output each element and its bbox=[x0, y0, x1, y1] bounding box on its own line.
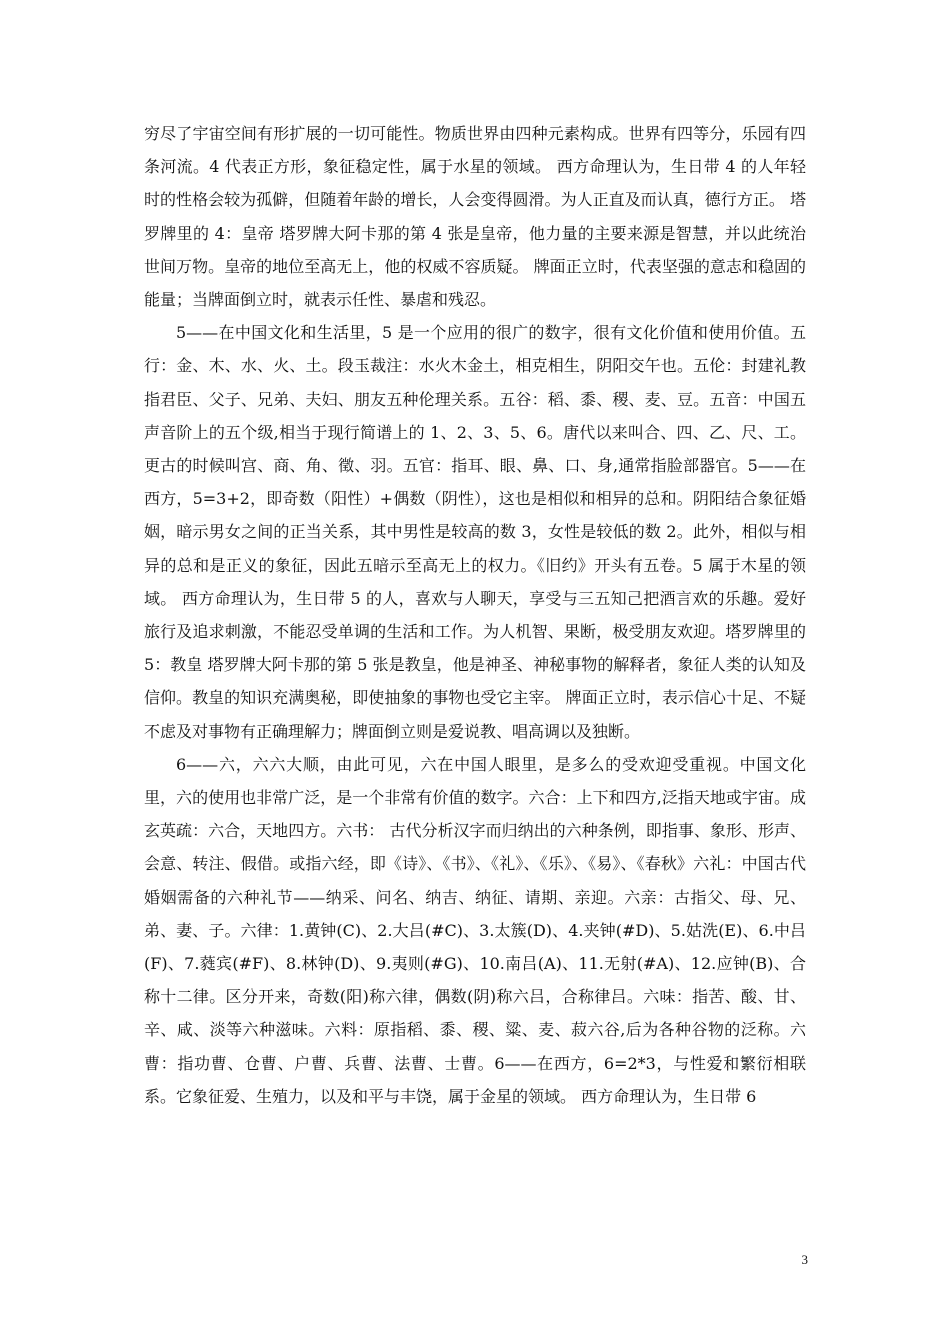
document-body bbox=[144, 117, 806, 1113]
page-number: 3 bbox=[801, 1252, 808, 1267]
paragraph-number-four-continued: 穷尽了宇宙空间有形扩展的一切可能性。物质世界由四种元素构成。世界有四等分，乐园有四条河流。4 代表正方形，象征稳定性，属于水星的领域。 西方命理认为，生日带 4 的人年轻时的性格会较为孤僻，但随着年龄的增长，人会变得圆滑。为人正直及而认真，德行方正。 塔罗牌里的 4：皇帝 塔罗牌大阿卡那的第 4 张是皇帝，他力量的主要来源是智慧，并以此统治世间万物。皇帝的地位至高无上，他的权威不容质疑。 牌面正立时，代表坚强的意志和稳固的能量；当牌面倒立时，就表示任性、暴虐和残忍。 bbox=[144, 124, 806, 310]
paragraph-number-five: 5——在中国文化和生活里，5 是一个应用的很广的数字，很有文化价值和使用价值。五行：金、木、水、火、土。段玉裁注：水火木金土，相克相生，阴阳交午也。五伦：封建礼教指君臣、父子、兄弟、夫妇、朋友五种伦理关系。五谷：稻、黍、稷、麦、豆。五音：中国五声音阶上的五个级,相当于现行简谱上的 1、2、3、5、6。唐代以来叫合、四、乙、尺、工。更古的时候叫宫、商、角、徵、羽。五官：指耳、眼、鼻、口、身,通常指脸部器官。5——在西方，5=3+2，即奇数（阳性）+偶数（阴性），这也是相似和相异的总和。阴阳结合象征婚姻，暗示男女之间的正当关系，其中男性是较高的数 3，女性是较低的数 2。此外，相似与相异的总和是正义的象征，因此五暗示至高无上的权力。《旧约》开头有五卷。5 属于木星的领域。 西方命理认为，生日带 5 的人，喜欢与人聊天，享受与三五知己把酒言欢的乐趣。爱好旅行及追求刺激，不能忍受单调的生活和工作。为人机智、果断，极受朋友欢迎。塔罗牌里的 5：教皇 塔罗牌大阿卡那的第 5 张是教皇，他是神圣、神秘事物的解释者，象征人类的认知及信仰。教皇的知识充满奥秘，即使抽象的事物也受它主宰。 牌面正立时，表示信心十足、不疑不虑及对事物有正确理解力；牌面倒立则是爱说教、唱高调以及独断。 bbox=[144, 323, 806, 741]
paragraph-number-six: 6——六，六六大顺，由此可见，六在中国人眼里，是多么的受欢迎受重视。中国文化里，六的使用也非常广泛，是一个非常有价值的数字。六合：上下和四方,泛指天地或宇宙。成玄英疏：六合，天地四方。六书： 古代分析汉字而归纳出的六种条例，即指事、象形、形声、会意、转注、假借。或指六经，即《诗》、《书》、《礼》、《乐》、《易》、《春秋》六礼：中国古代婚姻需备的六种礼节——纳采、问名、纳吉、纳征、请期、亲迎。六亲：古指父、母、兄、弟、妻、子。六律：1.黄钟(C)、2.大吕(#C)、3.太簇(D)、4.夹钟(#D)、5.姑洗(E)、6.中吕(F)、7.蕤宾(#F)、8.林钟(D)、9.夷则(#G)、10.南吕(A)、11.无射(#A)、12.应钟(B)、合称十二律。区分开来，奇数(阳)称六律，偶数(阴)称六吕，合称律吕。六味：指苦、酸、甘、辛、咸、淡等六种滋味。六料：原指稻、黍、稷、粱、麦、菽六谷,后为各种谷物的泛称。六曹：指功曹、仓曹、户曹、兵曹、法曹、士曹。6——在西方，6=2*3，与性爱和繁衍相联系。它象征爱、生殖力，以及和平与丰饶，属于金星的领域。 西方命理认为，生日带 6 bbox=[144, 754, 806, 1106]
